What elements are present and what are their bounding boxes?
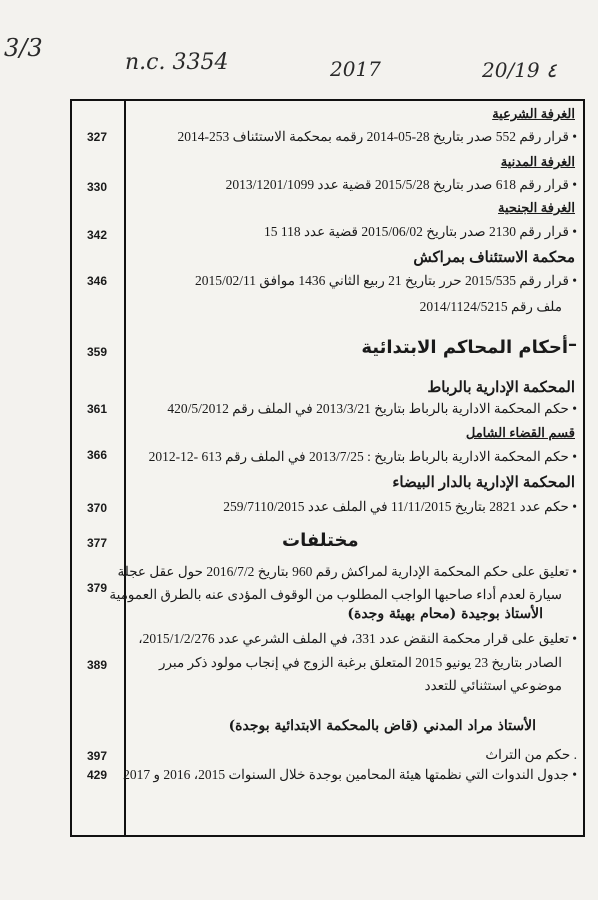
- entry-text: • قرار رقم 552 صدر بتاريخ 28-05-2014 رقمه بمحكمة الاستئناف 253-2014: [177, 129, 577, 144]
- toc-entry-1: [70, 126, 585, 152]
- handwritten-page-count: 3/3: [4, 34, 43, 62]
- entry-text: • حكم عدد 2821 بتاريخ 11/11/2015 في الملف عدد 259/7110/2015: [223, 499, 577, 514]
- entry-text: • قرار رقم 2130 صدر بتاريخ 2015/06/02 قضية عدد 118 15: [263, 224, 577, 239]
- handwritten-year: 2017: [330, 57, 381, 81]
- page-number: 389: [86, 658, 108, 672]
- page-number: 346: [86, 274, 108, 288]
- toc-entry-3: [70, 221, 585, 247]
- section-heading-sharia-chamber: الغرفة الشرعية: [492, 106, 575, 121]
- heading-dash: –: [568, 334, 577, 355]
- major-heading-first-instance-courts: أحكام المحاكم الابتدائية: [361, 337, 568, 358]
- author-bouguida: الأستاذ بوجيدة (محام بهيئة وجدة): [347, 606, 543, 622]
- entry-text: • حكم المحكمة الادارية بالرباط بتاريخ 2013/3/21 في الملف رقم 420/5/2012: [167, 401, 577, 416]
- toc-entry-10-continued-2: [70, 675, 585, 701]
- entry-text-line-1: • قرار رقم 2015/535 حرر بتاريخ 21 ربيع الثاني 1436 موافق 2015/02/11: [194, 273, 577, 288]
- toc-entry-4-continued: [70, 296, 585, 322]
- section-heading-full-jurisdiction: قسم القضاء الشامل: [465, 425, 575, 440]
- entry-text: • حكم المحكمة الادارية بالرباط بتاريخ : 2013/7/25 في الملف رقم 613 -12-2012: [148, 449, 577, 464]
- page-number: 397: [86, 749, 108, 763]
- entry-text-line-2: ملف رقم 2014/1124/5215: [419, 299, 562, 314]
- page-number: 327: [86, 130, 108, 144]
- page-number: 366: [86, 448, 108, 462]
- entry-text: . حكم من التراث: [485, 747, 577, 762]
- author-mourad-madani: الأستاذ مراد المدني (قاض بالمحكمة الابتدائية بوجدة): [228, 718, 536, 734]
- section-heading-marrakech-appeal-court: محكمة الاستئناف بمراكش: [413, 249, 575, 266]
- toc-entry-10: [70, 628, 585, 654]
- toc-entry-7: [70, 446, 585, 472]
- entry-text-line-2: الصادر بتاريخ 23 يونيو 2015 المتعلق برغبة الزوج في إنجاب مولود ذكر مبرر: [158, 655, 562, 670]
- toc-entry-4: [70, 270, 585, 296]
- entry-text-line-1: • تعليق على حكم المحكمة الإدارية لمراكش رقم 960 بتاريخ 2016/7/2 حول عقل عجلة: [117, 564, 577, 579]
- page-number-first-instance: 359: [86, 345, 108, 359]
- entry-text: • جدول الندوات التي نظمتها هيئة المحامين بوجدة خلال السنوات 2015، 2016 و 2017: [123, 767, 577, 782]
- page-number: 429: [86, 768, 108, 782]
- page-number: 330: [86, 180, 108, 194]
- toc-entry-8: [70, 496, 585, 522]
- section-heading-civil-chamber: الغرفة المدنية: [500, 154, 575, 169]
- section-heading-rabat-admin-court: المحكمة الإدارية بالرباط: [427, 379, 575, 396]
- handwritten-date: 20/19 ٤: [482, 58, 557, 82]
- entry-text-line-2: سيارة لعدم أداء صاحبها الواجب المطلوب من الوقوف المؤدى عنه بالطرق العمومية: [109, 587, 562, 602]
- page-number: 342: [86, 228, 108, 242]
- entry-text-line-1: • تعليق على قرار محكمة النقض عدد 331، في الملف الشرعي عدد 2015/1/2/276،: [138, 631, 577, 646]
- section-heading-misdemeanor-chamber: الغرفة الجنحية: [498, 200, 575, 215]
- page-number: 379: [86, 581, 108, 595]
- handwritten-reference-number: n.c. 3354: [125, 50, 229, 75]
- page-number-miscellaneous: 377: [86, 536, 108, 550]
- toc-entry-2: [70, 174, 585, 200]
- toc-entry-6: [70, 398, 585, 424]
- major-heading-miscellaneous: مختلفات: [282, 530, 359, 551]
- page-number: 361: [86, 402, 108, 416]
- toc-entry-12: [70, 764, 585, 790]
- entry-text-line-3: موضوعي استثنائي للتعدد: [424, 678, 562, 693]
- page-number: 370: [86, 501, 108, 515]
- section-heading-casablanca-admin-court: المحكمة الإدارية بالدار البيضاء: [392, 474, 575, 491]
- entry-text: • قرار رقم 618 صدر بتاريخ 2015/5/28 قضية عدد 2013/1201/1099: [225, 177, 577, 192]
